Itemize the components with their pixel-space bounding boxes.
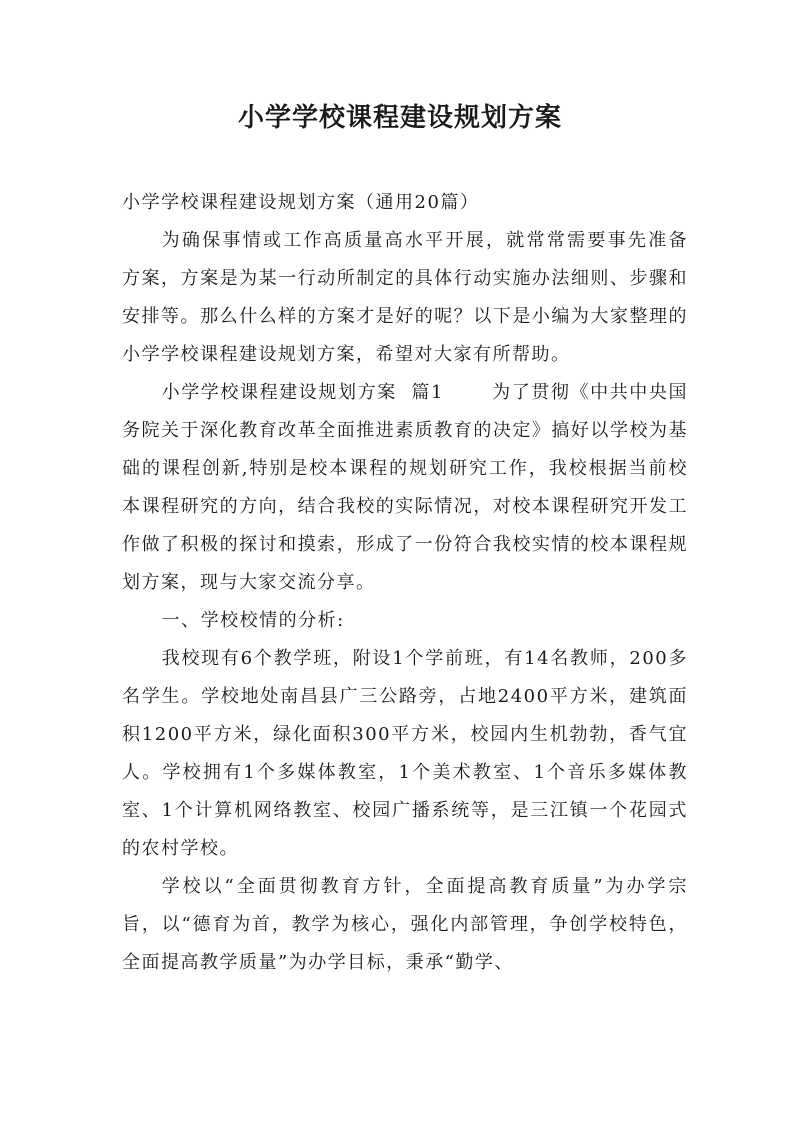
part-one-heading: 一、学校校情的分析:	[161, 610, 345, 631]
document-body	[122, 184, 688, 982]
document-title: 小学学校课程建设规划方案	[237, 103, 562, 133]
intro-paragraph: 为确保事情或工作高质量高水平开展，就常常需要事先准备方案，方案是为某一行动所制定的具体行动实施办法细则、步骤和安排等。那么什么样的方案才是好的呢？以下是小编为大家整理的小学学校课程建设规划方案，希望对大家有所帮助。	[122, 230, 688, 365]
part-one-paragraph-1: 我校现有6个教学班，附设1个学前班，有14名教师，200多名学生。学校地处南昌县广三公路旁，占地2400平方米，建筑面积1200平方米，绿化面积300平方米，校园内生机勃勃，香气宜人。学校拥有1个多媒体教室，1个美术教室、1个音乐多媒体教室、1个计算机网络教室、校园广播系统等，是三江镇一个花园式的农村学校。	[122, 648, 688, 859]
section-paragraph	[122, 374, 688, 602]
section-lead: 为了贯彻《中共中央国务院关于深化教育改革全面推进素质教育的决定》搞好以学校为基础的课程创新,特别是校本课程的规划研究工作，我校根据当前校本课程研究的方向，结合我校的实际情况，对校本课程研究开发工作做了积极的探讨和摸索，形成了一份符合我校实情的校本课程规划方案，现与大家交流分享。	[122, 382, 688, 593]
part-one-paragraph-2: 学校以“全面贯彻教育方针，全面提高教育质量”为办学宗旨，以“德育为首，教学为核心，强化内部管理，争创学校特色，全面提高教学质量”为办学目标，秉承“勤学、	[122, 876, 688, 973]
section-heading: 小学学校课程建设规划方案 篇1	[161, 382, 444, 403]
document-subtitle: 小学学校课程建设规划方案（通用20篇）	[122, 192, 480, 213]
